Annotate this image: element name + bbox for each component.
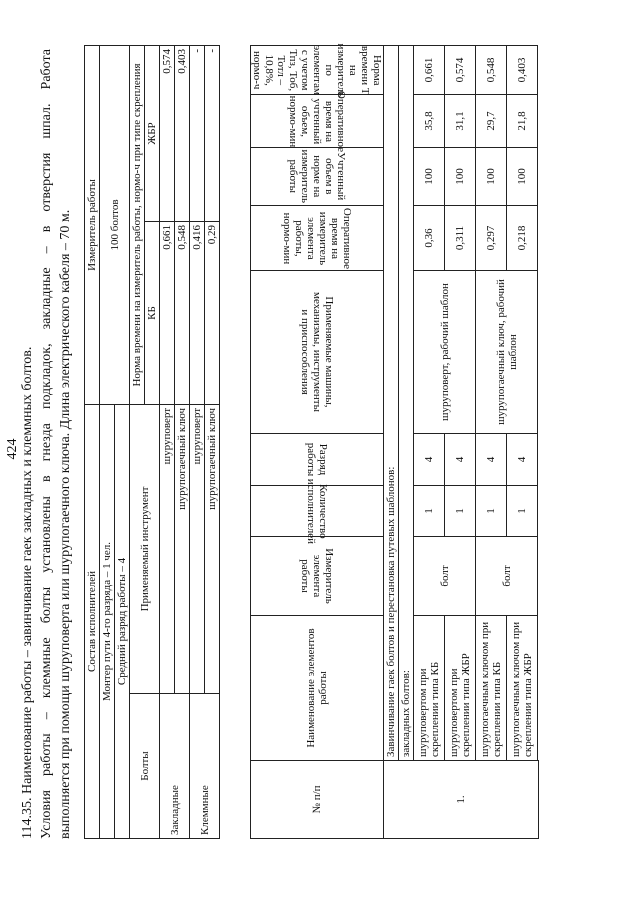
num-header: № п/п [251,761,384,839]
norm-t-header: Норма времени Т на измеритель по элементам с учетом Тпз, Тоб, Тотл – 10,8%, нормо-ч [251,43,383,97]
norm-summary-table [84,45,220,839]
staff-header: Состав исполнителей [85,404,100,838]
element-name: шурупогаечным ключом при скреплении типа КБ [476,616,507,761]
row-number: 1. [384,761,539,839]
kb-cell: 0,661 [160,221,175,404]
zhbr-cell: 0,574 [160,45,175,221]
kb-cell: 0,29 [205,221,220,404]
count-header: Количество исполнителей [251,486,384,537]
kb-cell: 0,548 [175,221,190,404]
kb-header: КБ [145,221,160,404]
op-time-cell: 0,218 [507,206,538,271]
count-cell: 1 [445,486,476,537]
name-header: Наименование элементов работы [251,616,384,761]
tool-cell: шурупогаечный ключ [175,404,190,693]
sub-title: закладных болтов: [399,46,414,761]
element-name: шуруповертом при скреплении типа ЖБР [445,616,476,761]
zhbr-cell: - [205,45,220,221]
element-name: шуруповертом при скреплении типа КБ [414,616,445,761]
meter-value: 100 болтов [100,45,130,404]
bolts-header: Болты [130,694,160,839]
op-counted-cell: 29,7 [476,95,507,148]
volume-cell: 100 [476,148,507,206]
count-cell: 1 [476,486,507,537]
tool-cell: шурупогаечный ключ [205,404,220,693]
machines-cell: шуруповерт, рабочий шаблон [414,271,476,434]
grade-cell: 4 [414,434,445,486]
zhbr-header: ЖБР [145,45,160,221]
machines-cell: шурупогаечный ключ, рабочий шаблон [476,271,538,434]
count-cell: 1 [507,486,538,537]
work-title: 114.35. Наименование работы – завинчивание гаек закладных и клеммных болтов. [20,346,35,839]
volume-cell: 100 [507,148,538,206]
unit-cell: болт [476,537,538,616]
norm-header: Норма времени на измеритель работы, нормо-ч при типе скрепления [130,45,145,404]
op-time-header: Оперативное время на измеритель элемента работы, нормо-мин [251,206,384,271]
op-time-cell: 0,311 [445,206,476,271]
volume-header: Учтенный объем в норме на измеритель работы [251,148,384,206]
op-counted-cell: 35,8 [414,95,445,148]
norm-cell: 0,548 [476,46,507,95]
op-counted-cell: 21,8 [507,95,538,148]
norm-cell: 0,574 [445,46,476,95]
count-cell: 1 [414,486,445,537]
tool-header: Применяемый инструмент [130,404,160,693]
norm-cell: 0,661 [414,46,445,95]
work-conditions-line1: Условия работы – клеммные болты установлены в гнезда подкладок, закладные – в отверстия шпал. Работа [39,49,54,839]
staff-line2: Средний разряд работы – 4 [115,404,130,838]
bolt-type-cell: Клеммные [190,694,220,839]
meter-header: Измеритель работы [85,45,100,404]
meter-header: Измеритель элемента работы [251,537,384,616]
page-number: 424 [5,438,20,460]
tool-cell: шуруповерт [160,404,175,693]
zhbr-cell: - [190,45,205,221]
grade-cell: 4 [476,434,507,486]
tool-cell: шуруповерт [190,404,205,693]
bolt-type-cell: Закладные [160,694,190,839]
op-time-cell: 0,36 [414,206,445,271]
kb-cell: 0,416 [190,221,205,404]
op-counted-cell: 31,1 [445,95,476,148]
grade-cell: 4 [445,434,476,486]
norm-cell: 0,403 [507,46,538,95]
op-counted-header: Оперативное время на учтенный объем, нормо-мин [251,95,384,148]
grade-cell: 4 [507,434,538,486]
element-name: шурупогаечным ключом при скреплении типа ЖБР [507,616,538,761]
machines-header: Применяемые машины, механизмы, инструменты и приспособления [251,271,384,434]
volume-cell: 100 [414,148,445,206]
section-title: Завинчивание гаек болтов и перестановка путевых шаблонов: [384,46,399,761]
unit-cell: болт [414,537,476,616]
op-time-cell: 0,297 [476,206,507,271]
work-conditions-line2: выполняется при помощи шуруповерта или шурупогаечного ключа. Длина электрического кабеля – 70 м. [58,209,73,839]
volume-cell: 100 [445,148,476,206]
grade-header: Разряд работы [251,434,384,486]
zhbr-cell: 0,403 [175,45,190,221]
work-elements-table [250,45,539,839]
staff-line1: Монтер пути 4-го разряда – 1 чел. [100,404,115,838]
